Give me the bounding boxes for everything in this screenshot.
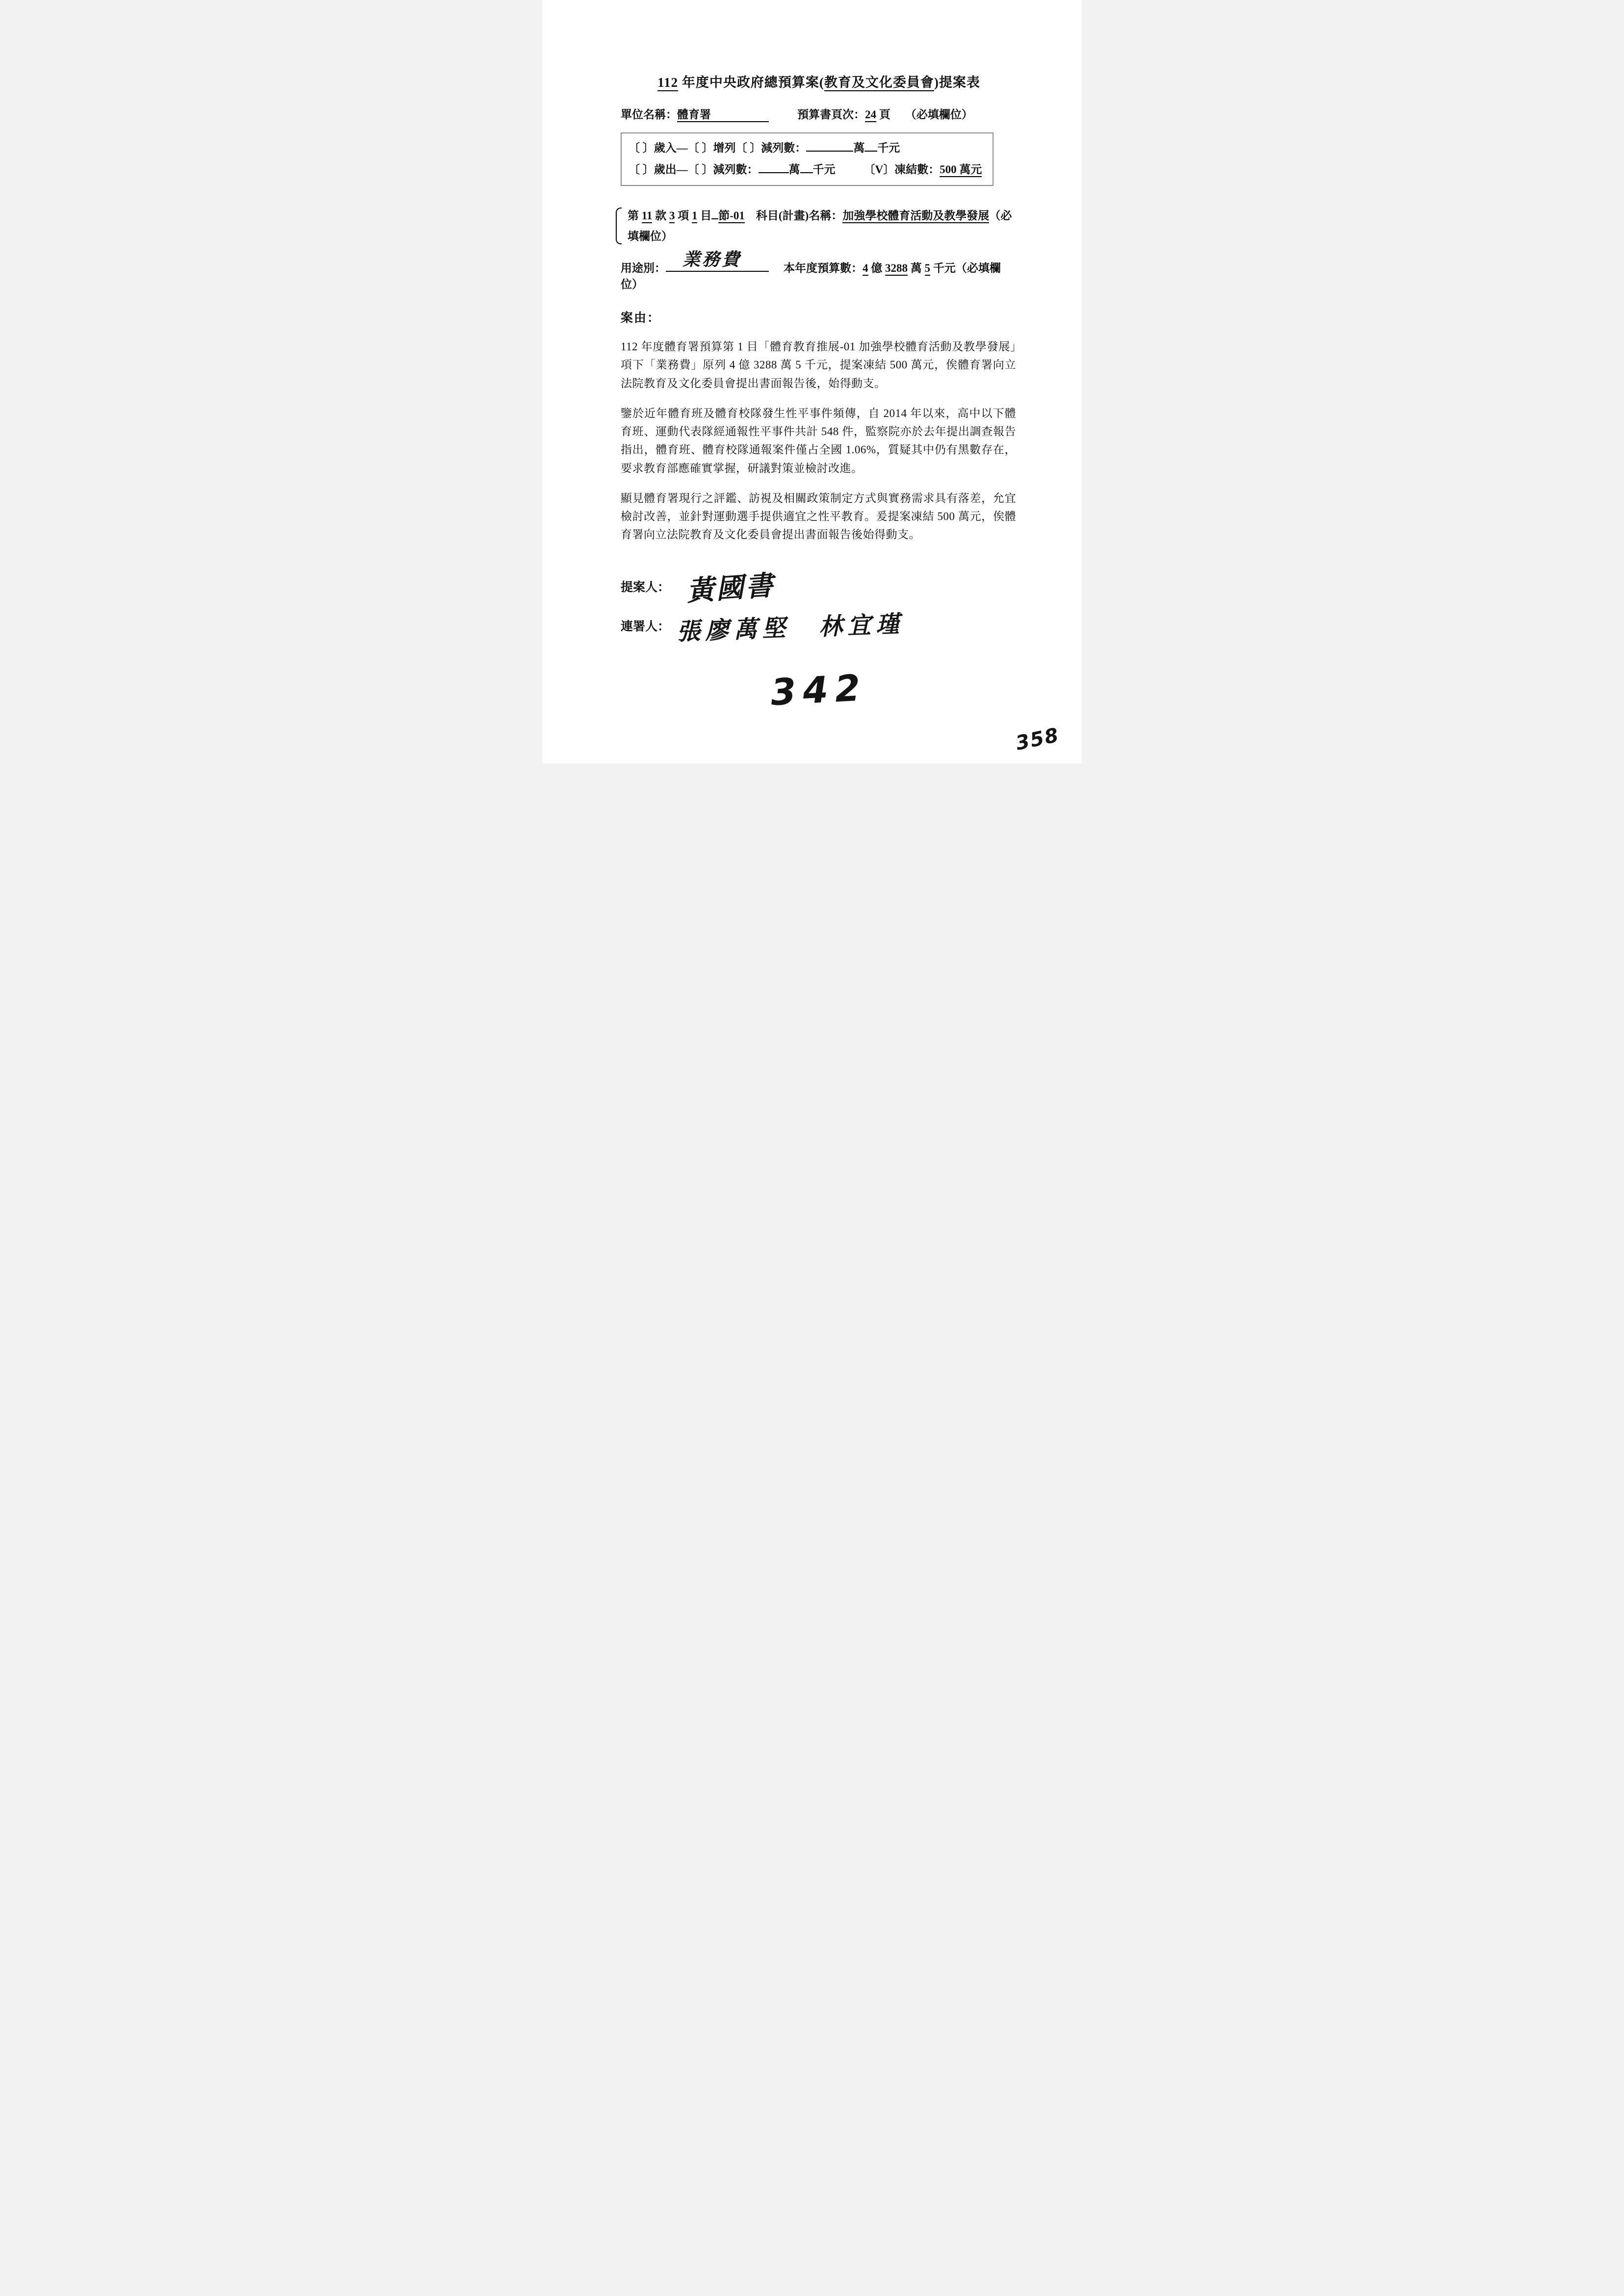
dash: — [676, 142, 688, 154]
kuan-unit: 款 [652, 209, 669, 222]
annual-budget-label: 本年度預算數： [784, 262, 863, 275]
handwritten-page-number: 342 [769, 666, 868, 714]
title-year: 112 [657, 75, 678, 91]
freeze-label: 凍結數： [894, 163, 940, 176]
scanned-budget-proposal-form [542, 0, 1082, 763]
budget-yi-unit: 億 [868, 262, 885, 275]
budget-qian-unit: 千元 [930, 262, 956, 275]
unit-name-label: 單位名稱： [621, 108, 677, 121]
decrease-label: 減列數： [713, 163, 759, 176]
revenue-checkbox: 〔 〕 [629, 142, 654, 154]
xiang-unit: 項 [675, 209, 692, 222]
jie-blank [711, 208, 718, 219]
budget-qian-value: 5 [925, 262, 931, 276]
required-note: （必填欄位） [905, 108, 973, 121]
proposer-label: 提案人： [621, 580, 670, 594]
usage-row [621, 250, 1017, 291]
decrease-checkbox: 〔 〕 [735, 142, 761, 154]
budget-page-label: 預算書頁次： [797, 108, 865, 121]
revenue-label: 歲入 [654, 142, 677, 154]
case-paragraph-1: 112 年度體育署預算第 1 目「體育教育推展-01 加強學校體育活動及教學發展」項下「業務費」原列 4 億 3288 萬 5 千元，提案凍結 500 萬元，俟體育署向立法院教育及文化委員會提出書面報告後，始得動支。 [621, 340, 1016, 390]
cosigner-label: 連署人： [621, 620, 670, 634]
form-content [542, 0, 1082, 714]
expense-checkbox: 〔 〕 [629, 163, 654, 176]
decrease-checkbox: 〔 〕 [687, 163, 713, 176]
freeze-checkbox-checked: 〔V〕 [864, 163, 895, 176]
form-title [621, 72, 1017, 91]
increase-label: 增列 [713, 142, 736, 154]
case-paragraph-2: 鑒於近年體育班及體育校隊發生性平事件頻傳，自 2014 年以來，高中以下體育班、運動代表隊經通報性平事件共計 548 件，監察院亦於去年提出調查報告指出，體育班、體育校隊通報案件僅占全國 1.06%，質疑其中仍有黑數存在，要求教育部應確實掌握，研議對策並檢討改進。 [621, 407, 1016, 474]
amount-blank [864, 140, 877, 152]
subject-name-value: 加強學校體育活動及教學發展 [842, 209, 989, 223]
proposer-signature: 黃國書 [685, 569, 776, 607]
title-committee: 教育及文化委員會 [824, 75, 934, 91]
freeze-value: 500 萬元 [940, 163, 982, 177]
dash: — [676, 163, 688, 176]
required-note: （必填欄位） [621, 262, 1001, 291]
cosigner-signatures: 張廖萬堅 林宜瑾 [676, 610, 905, 646]
wan-unit: 萬 [788, 163, 800, 176]
cosigner-row [621, 609, 1017, 646]
mu-unit: 目 [697, 209, 712, 222]
amount-blank [759, 162, 789, 173]
qianyuan-unit: 千元 [812, 163, 836, 176]
budget-wan-value: 3288 [885, 262, 908, 276]
usage-handwritten-value: 業務費 [682, 250, 742, 270]
unit-row [621, 105, 1017, 122]
wan-unit: 萬 [853, 142, 865, 154]
case-paragraph-3: 顯見體育署現行之評鑑、訪視及相關政策制定方式與實務需求具有落差，允宜檢討改善，並針對運動選手提供適宜之性平教育。爰提案凍結 500 萬元，俟體育署向立法院教育及文化委員會提出書面報告後始得動支。 [621, 492, 1016, 541]
title-tail: )提案表 [934, 75, 980, 90]
budget-page-unit: 頁 [876, 108, 891, 121]
budget-page-value: 24 [865, 108, 876, 122]
decrease-label: 減列數： [761, 142, 807, 154]
corner-page-number: 358 [1013, 724, 1061, 755]
expense-line [629, 159, 986, 181]
budget-wan-unit: 萬 [908, 262, 925, 275]
budget-yi-value: 4 [863, 262, 868, 276]
usage-fill-line [666, 250, 769, 272]
increase-checkbox: 〔 〕 [687, 142, 713, 154]
amount-box [621, 132, 994, 186]
expense-label: 歲出 [654, 163, 677, 176]
mu-value: 1 [692, 209, 698, 223]
jie-value: 節-01 [718, 209, 745, 223]
amount-blank [800, 162, 813, 173]
title-mid: 年度中央政府總預算案( [678, 75, 824, 90]
case-heading: 案由： [621, 312, 661, 325]
required-note: （必填欄位） [628, 209, 1012, 242]
kuan-value: 11 [642, 209, 653, 223]
revenue-line [629, 137, 986, 159]
qianyuan-unit: 千元 [877, 142, 900, 154]
unit-name-value: 體育署 [677, 108, 769, 122]
proposer-row [621, 567, 1017, 606]
subject-section [621, 206, 1013, 246]
usage-label: 用途別： [621, 262, 666, 275]
kuan-label: 第 [628, 209, 642, 222]
left-bracket-decoration [616, 208, 622, 244]
amount-blank [806, 140, 853, 152]
xiang-value: 3 [669, 209, 675, 223]
subject-name-label: 科目(計畫)名稱： [744, 209, 843, 222]
